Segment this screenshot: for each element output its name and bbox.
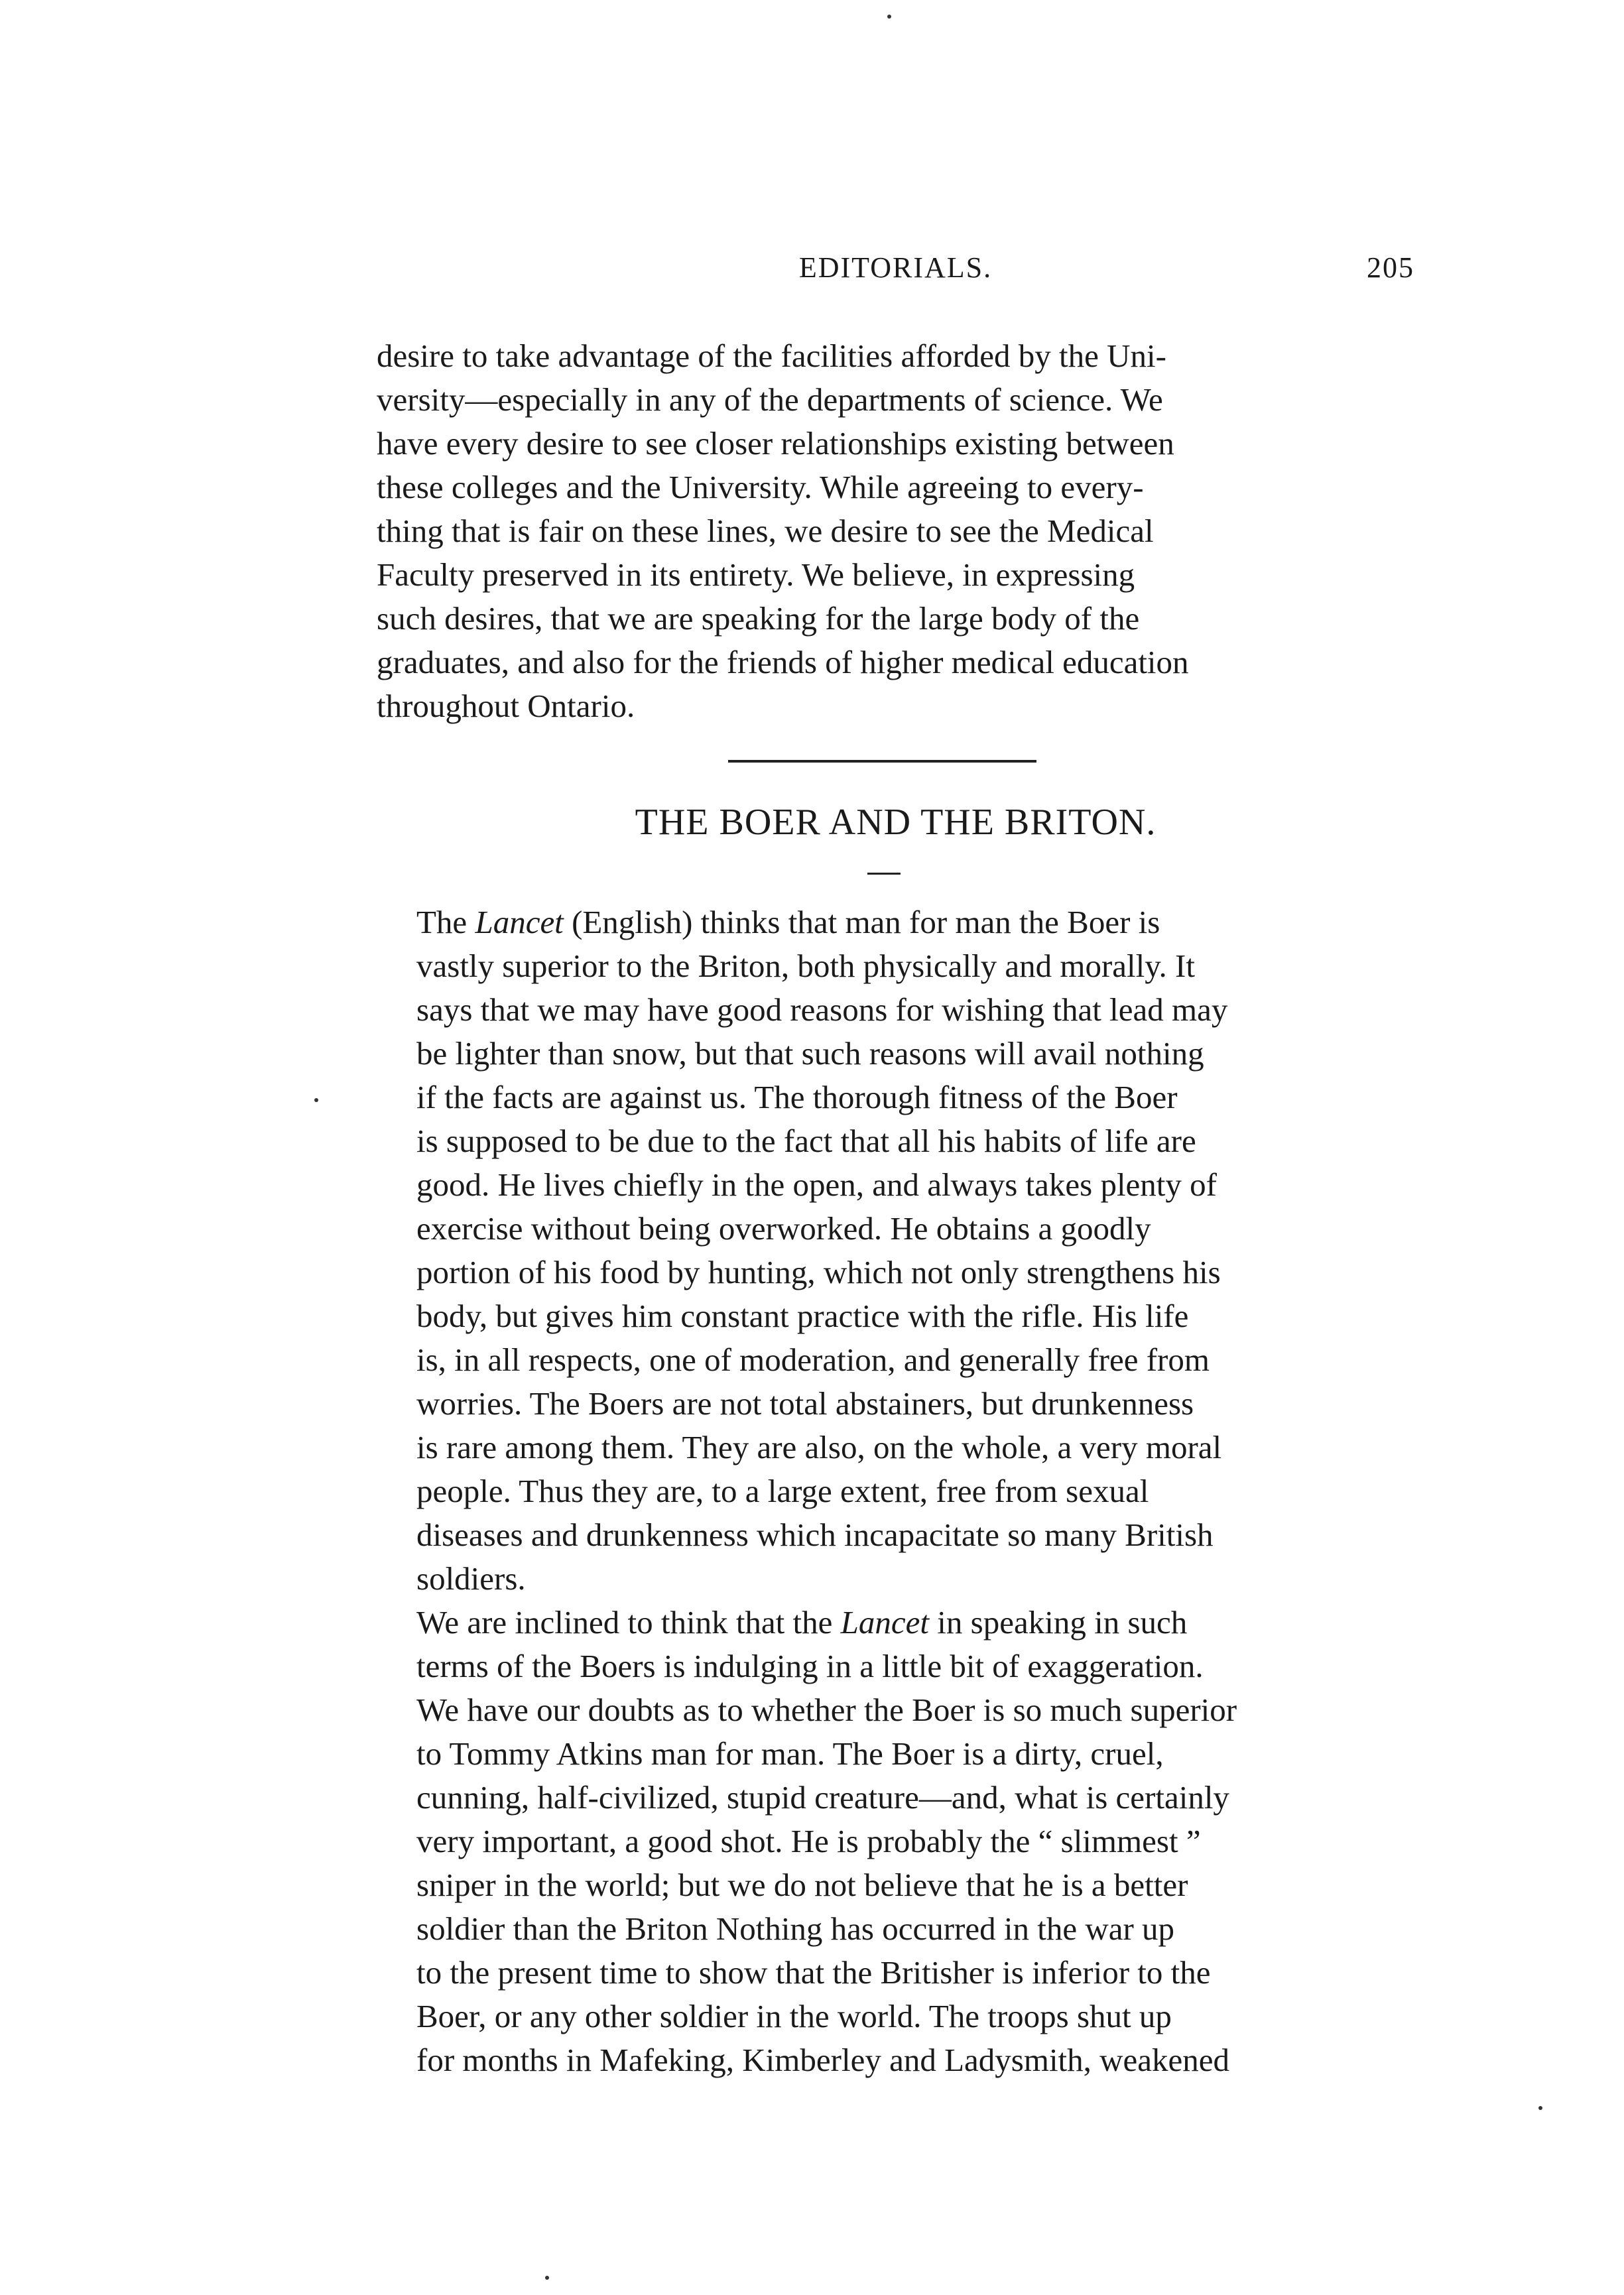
text-span: in speaking in such: [929, 1604, 1188, 1641]
text-span: (English) thinks that man for man the Boer is: [563, 904, 1160, 940]
text-line: versity—especially in any of the departments of science. We: [377, 381, 1163, 418]
text-line: good. He lives chiefly in the open, and always takes plenty of: [416, 1166, 1217, 1203]
page-number: 205: [1367, 251, 1414, 284]
text-line: people. Thus they are, to a large extent, free from sexual: [416, 1473, 1149, 1509]
text-line: [377, 1601, 1414, 1644]
text-line: throughout Ontario.: [377, 688, 635, 724]
text-line: for months in Mafeking, Kimberley and Ladysmith, weakened: [416, 2042, 1230, 2078]
scan-speck: [545, 2276, 549, 2280]
text-span: The: [416, 904, 475, 940]
text-span: We are inclined to think that the: [416, 1604, 841, 1641]
text-line: vastly superior to the Briton, both physically and morally. It: [416, 948, 1195, 984]
text-line: is rare among them. They are also, on the whole, a very moral: [416, 1429, 1222, 1465]
text-line: portion of his food by hunting, which not only strengthens his: [416, 1254, 1221, 1290]
text-line: soldier than the Briton Nothing has occurred in the war up: [416, 1910, 1175, 1947]
text-line: diseases and drunkenness which incapacitate so many British: [416, 1517, 1214, 1553]
text-line: exercise without being overworked. He obtains a goodly: [416, 1210, 1151, 1247]
running-head: [377, 251, 1414, 293]
text-line: to the present time to show that the Britisher is inferior to the: [416, 1954, 1211, 1991]
text-line: soldiers.: [416, 1560, 526, 1597]
article-body: [377, 900, 1414, 2082]
text-line: Faculty preserved in its entirety. We believe, in expressing: [377, 556, 1135, 593]
text-line: have every desire to see closer relationships existing between: [377, 425, 1174, 462]
text-line: body, but gives him constant practice with the rifle. His life: [416, 1298, 1189, 1334]
text-line: these colleges and the University. While agreeing to every-: [377, 469, 1144, 505]
scan-speck: [314, 1098, 318, 1102]
text-line: worries. The Boers are not total abstainers, but drunkenness: [416, 1385, 1194, 1422]
text-line: graduates, and also for the friends of higher medical education: [377, 644, 1189, 680]
article-paragraph-1: [377, 900, 1414, 1601]
article-heading: THE BOER AND THE BRITON.: [635, 802, 1156, 843]
text-line: [377, 900, 1414, 944]
text-line: thing that is fair on these lines, we desire to see the Medical: [377, 513, 1154, 549]
scan-speck: [887, 15, 891, 19]
text-line: desire to take advantage of the facilities afforded by the Uni-: [377, 338, 1166, 374]
text-line: is, in all respects, one of moderation, and generally free from: [416, 1341, 1210, 1378]
text-line: terms of the Boers is indulging in a little bit of exaggeration.: [416, 1648, 1204, 1684]
journal-title: Lancet: [475, 904, 564, 940]
text-line: cunning, half-civilized, stupid creature—and, what is certainly: [416, 1779, 1229, 1816]
text-line: sniper in the world; but we do not believe that he is a better: [416, 1867, 1188, 1903]
text-line: We have our doubts as to whether the Boer is so much superior: [416, 1692, 1237, 1728]
continuation-text: [377, 334, 1414, 728]
text-line: Boer, or any other soldier in the world. The troops shut up: [416, 1998, 1172, 2034]
text-line: such desires, that we are speaking for the large body of the: [377, 600, 1140, 637]
text-line: to Tommy Atkins man for man. The Boer is a dirty, cruel,: [416, 1735, 1164, 1772]
heading-dash: [867, 873, 901, 875]
text-line: be lighter than snow, but that such reasons will avail nothing: [416, 1035, 1204, 1072]
text-line: very important, a good shot. He is probably the “ slimmest ”: [416, 1823, 1201, 1859]
text-line: if the facts are against us. The thorough fitness of the Boer: [416, 1079, 1178, 1115]
section-divider: [728, 760, 1036, 763]
journal-title: Lancet: [840, 1604, 930, 1641]
article-paragraph-2: [377, 1601, 1414, 2082]
scan-speck: [1538, 2106, 1542, 2110]
text-line: says that we may have good reasons for wishing that lead may: [416, 991, 1228, 1028]
continuation-paragraph: [377, 334, 1414, 728]
running-title: EDITORIALS.: [798, 251, 993, 284]
text-line: is supposed to be due to the fact that all his habits of life are: [416, 1123, 1196, 1159]
